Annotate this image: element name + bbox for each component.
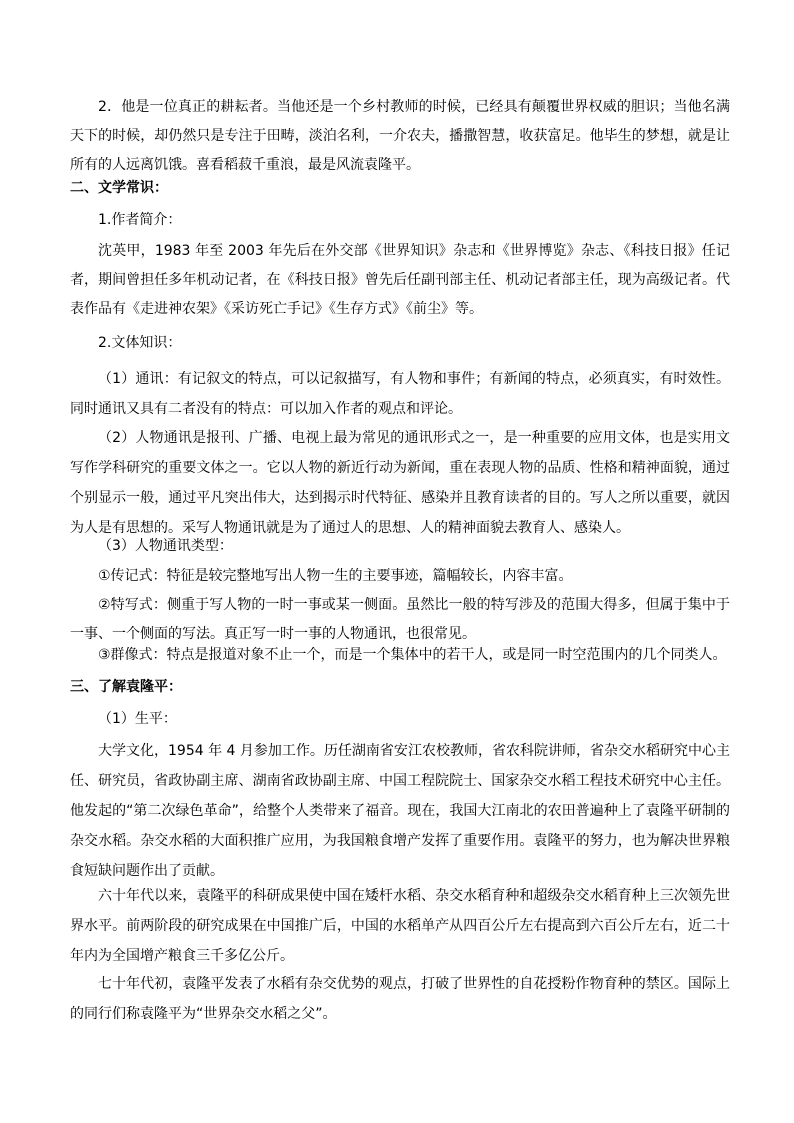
paragraph-text: 2．他是一位真正的耕耘者。当他还是一个乡村教师的时候，已经具有颠覆世界权威的胆识；当他名满天下的时候，却仍然只是专注于田畴，淡泊名利，一介农夫，播撒智慧，收获富足。他毕生的梦想，就是让所有的人远离饥饿。喜看稻菽千重浪，最是风流袁隆平。 xyxy=(70,99,730,173)
paragraph-type-3 xyxy=(70,645,730,665)
subheading-text: （1）生平： xyxy=(98,711,177,727)
paragraph-text: ②特写式：侧重于写人物的一时一事或某一侧面。虽然比一般的特写涉及的范围大得多，但属于集中于一事、一个侧面的写法。真正写一时一事的人物通讯，也很常见。 xyxy=(70,597,730,642)
subheading-genre xyxy=(70,333,730,353)
paragraph-type-2 xyxy=(70,591,730,649)
section-heading-literature xyxy=(70,178,730,198)
paragraph-text: （3）人物通讯类型： xyxy=(98,538,233,554)
paragraph-genre-3 xyxy=(70,536,730,556)
paragraph-life-2 xyxy=(70,881,730,971)
paragraph-text: 沈英甲，1983 年至 2003 年先后在外交部《世界知识》杂志和《世界博览》杂志、《科技日报》任记者，期间曾担任多年机动记者，在《科技日报》曾先后任副刊部主任、机动记者部主任，现为高级记者。代表作品有《走进神农架》《采访死亡手记》《生存方式》《前尘》等。 xyxy=(70,243,730,317)
subheading-text: 1.作者简介： xyxy=(98,212,182,228)
paragraph-text: （2）人物通讯是报刊、广播、电视上最为常见的通讯形式之一，是一种重要的应用文体，也是实用文写作学科研究的重要文体之一。它以人物的新近行动为新闻，重在表现人物的品质、性格和精神面貌，通过个别显示一般，通过平凡突出伟大，达到揭示时代特征、感染并且教育读者的目的。写人之所以重要，就因为人是有思想的。采写人物通讯就是为了通过人的思想、人的精神面貌去教育人、感染人。 xyxy=(70,430,730,536)
section-heading-yuan xyxy=(70,677,730,697)
subheading-life xyxy=(70,709,730,729)
paragraph-text: （1）通讯：有记叙文的特点，可以记叙描写，有人物和事件；有新闻的特点，必须真实，有时效性。同时通讯又具有二者没有的特点：可以加入作者的观点和评论。 xyxy=(70,371,730,417)
paragraph-genre-2 xyxy=(70,423,730,543)
paragraph-author xyxy=(70,237,730,324)
heading-text: 二、文学常识： xyxy=(70,180,168,196)
subheading-text: 2.文体知识： xyxy=(98,335,182,351)
paragraph-life-3 xyxy=(70,969,730,1029)
heading-text: 三、了解袁隆平： xyxy=(70,679,182,695)
paragraph-life-1 xyxy=(70,736,730,886)
paragraph-text: ③群像式：特点是报道对象不止一个，而是一个集体中的若干人，或是同一时空范围内的几个同类人。 xyxy=(98,647,727,663)
paragraph-text: 七十年代初，袁隆平发表了水稻有杂交优势的观点，打破了世界性的自花授粉作物育种的禁区。国际上的同行们称袁隆平为“世界杂交水稻之父”。 xyxy=(70,976,730,1022)
paragraph-text: ①传记式：特征是较完整地写出人物一生的主要事迹，篇幅较长，内容丰富。 xyxy=(98,568,573,584)
paragraph-text: 六十年代以来，袁隆平的科研成果使中国在矮杆水稻、杂交水稻育种和超级杂交水稻育种上三次领先世界水平。前两阶段的研究成果在中国推广后，中国的水稻单产从四百公斤左右提高到六百公斤左右，近二十年内为全国增产粮食三千多亿公斤。 xyxy=(70,888,730,964)
paragraph-type-1 xyxy=(70,566,730,586)
subheading-author xyxy=(70,210,730,230)
paragraph-text: 大学文化，1954 年 4 月参加工作。历任湖南省安江农校教师，省农科院讲师，省杂交水稻研究中心主任、研究员，省政协副主席、湖南省政协副主席、中国工程院院士、国家杂交水稻工程技术研究中心主任。他发起的“第二次绿色革命”，给整个人类带来了福音。现在，我国大江南北的农田普遍种上了袁隆平研制的杂交水稻。杂交水稻的大面积推广应用，为我国粮食增产发挥了重要作用。袁隆平的努力，也为解决世界粮食短缺问题作出了贡献。 xyxy=(70,743,730,879)
paragraph-genre-1 xyxy=(70,364,730,424)
paragraph-farmer xyxy=(70,93,730,180)
